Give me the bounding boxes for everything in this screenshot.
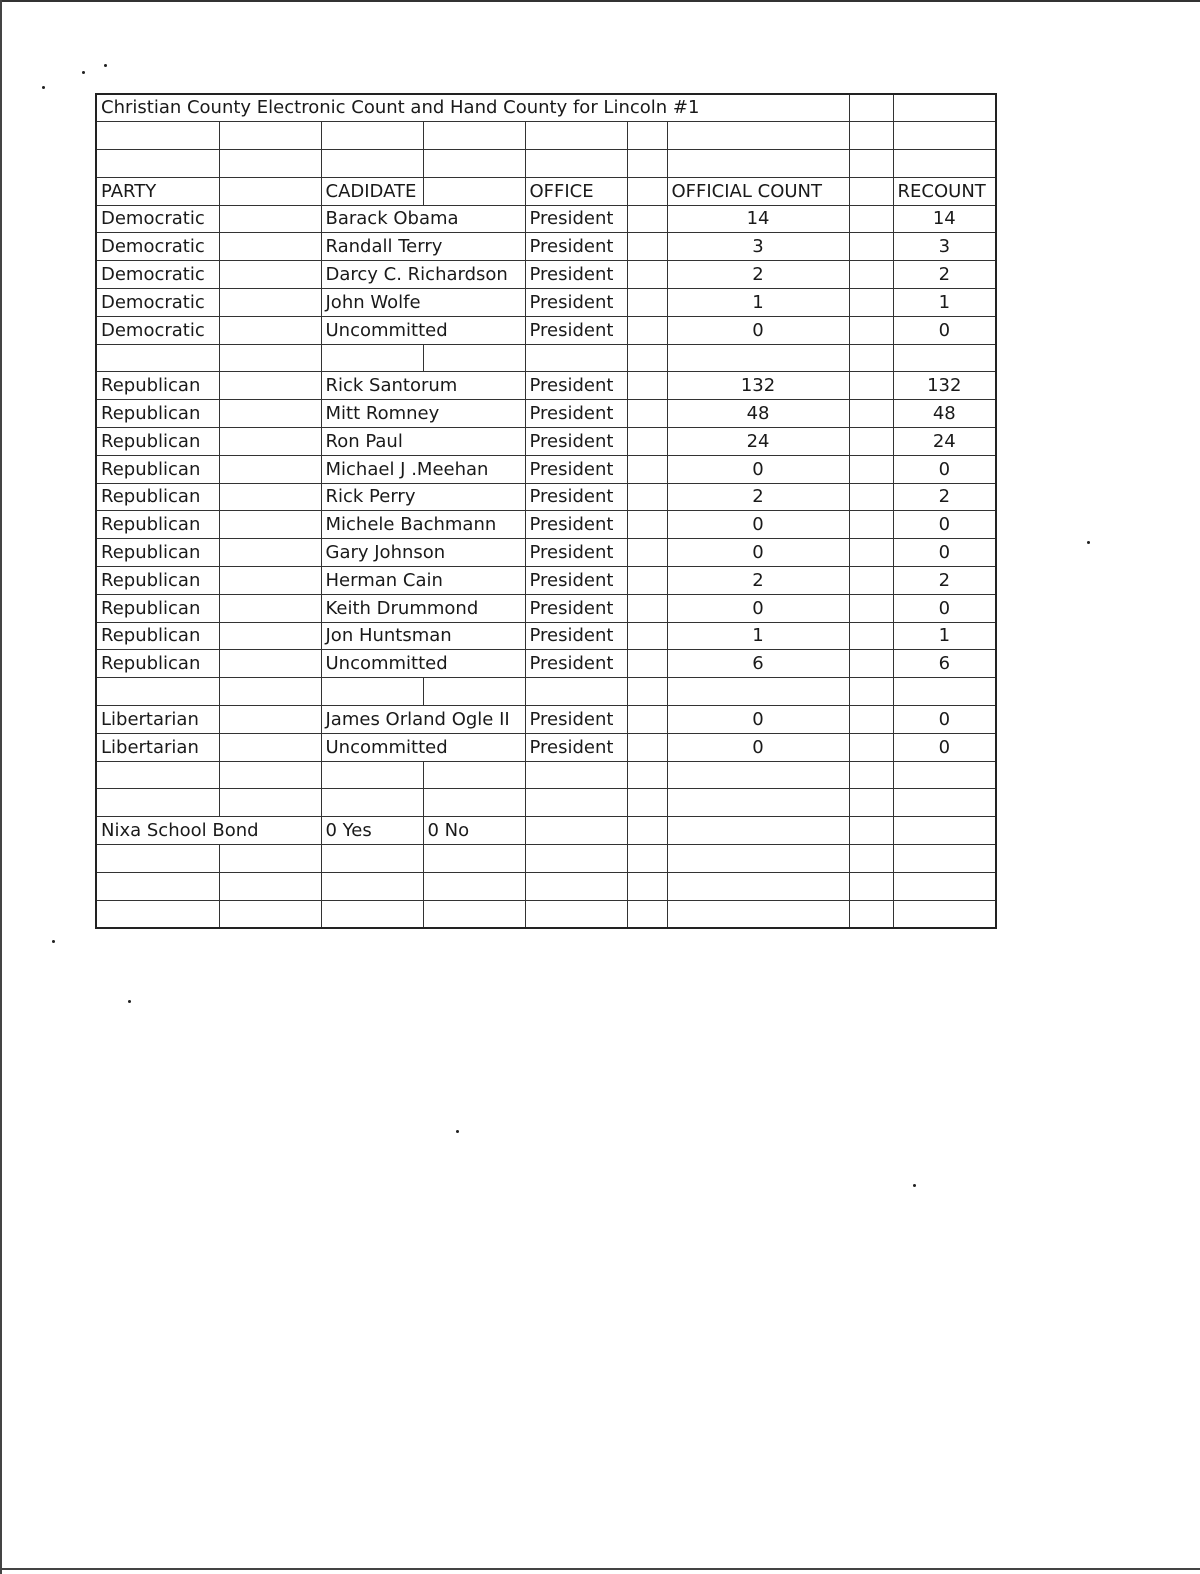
empty-cell [667, 789, 849, 817]
empty-cell [627, 900, 667, 928]
table-row [96, 261, 996, 289]
header-row [96, 177, 996, 205]
empty-cell [321, 900, 423, 928]
document-title: Christian County Electronic Count and Hand County for Lincoln #1 [96, 94, 849, 122]
office-cell: President [525, 733, 627, 761]
empty-cell [627, 845, 667, 873]
empty-cell [219, 789, 321, 817]
empty-cell [627, 678, 667, 706]
empty-cell [849, 594, 893, 622]
empty-cell [423, 678, 525, 706]
recount-cell: 1 [893, 622, 996, 650]
empty-cell [849, 761, 893, 789]
empty-cell [219, 150, 321, 178]
empty-cell [627, 261, 667, 289]
empty-cell [627, 400, 667, 428]
recount-cell: 0 [893, 733, 996, 761]
empty-cell [849, 900, 893, 928]
table-row [96, 733, 996, 761]
office-cell: President [525, 511, 627, 539]
table-row [96, 622, 996, 650]
empty-cell [96, 900, 219, 928]
official-count-cell: 48 [667, 400, 849, 428]
empty-cell [96, 845, 219, 873]
empty-cell [96, 761, 219, 789]
bond-row [96, 817, 996, 845]
candidate-cell: James Orland Ogle II [321, 706, 525, 734]
empty-cell [627, 344, 667, 372]
party-cell: Republican [96, 483, 219, 511]
empty-cell [219, 622, 321, 650]
official-count-cell: 0 [667, 316, 849, 344]
empty-cell [321, 344, 423, 372]
table-row [96, 539, 996, 567]
empty-cell [627, 483, 667, 511]
empty-cell [849, 511, 893, 539]
candidate-cell: Uncommitted [321, 316, 525, 344]
scan-speck [456, 1130, 459, 1133]
empty-cell [321, 872, 423, 900]
blank-row [96, 122, 996, 150]
recount-cell: 0 [893, 706, 996, 734]
empty-cell [219, 261, 321, 289]
blank-row [96, 845, 996, 873]
empty-cell [627, 511, 667, 539]
empty-cell [525, 122, 627, 150]
empty-cell [667, 761, 849, 789]
scan-edge-left [0, 0, 2, 1574]
empty-cell [423, 150, 525, 178]
empty-cell [849, 372, 893, 400]
empty-cell [96, 344, 219, 372]
empty-cell [849, 455, 893, 483]
empty-cell [849, 817, 893, 845]
empty-cell [849, 733, 893, 761]
table-row [96, 650, 996, 678]
official-count-cell: 24 [667, 428, 849, 456]
candidate-cell: Uncommitted [321, 733, 525, 761]
empty-cell [667, 900, 849, 928]
recount-cell: 1 [893, 289, 996, 317]
empty-cell [849, 150, 893, 178]
scan-speck [42, 86, 45, 89]
empty-cell [627, 150, 667, 178]
official-count-cell: 2 [667, 261, 849, 289]
empty-cell [96, 872, 219, 900]
empty-cell [627, 205, 667, 233]
table-row [96, 233, 996, 261]
office-cell: President [525, 706, 627, 734]
empty-cell [627, 650, 667, 678]
recount-cell: 132 [893, 372, 996, 400]
table-row [96, 483, 996, 511]
official-count-cell: 132 [667, 372, 849, 400]
recount-cell: 6 [893, 650, 996, 678]
official-count-cell: 0 [667, 455, 849, 483]
official-count-cell: 0 [667, 733, 849, 761]
party-cell: Democratic [96, 261, 219, 289]
empty-cell [219, 400, 321, 428]
office-cell: President [525, 567, 627, 595]
scan-speck [128, 1000, 131, 1003]
empty-cell [627, 289, 667, 317]
bond-yes: 0 Yes [321, 817, 423, 845]
official-count-cell: 0 [667, 511, 849, 539]
empty-cell [423, 845, 525, 873]
official-count-cell: 0 [667, 594, 849, 622]
empty-cell [321, 122, 423, 150]
scan-edge-bottom [0, 1568, 1200, 1570]
scan-speck [52, 940, 55, 943]
party-cell: Republican [96, 455, 219, 483]
empty-cell [627, 733, 667, 761]
party-cell: Republican [96, 400, 219, 428]
official-count-cell: 6 [667, 650, 849, 678]
empty-cell [219, 316, 321, 344]
empty-cell [627, 706, 667, 734]
empty-cell [96, 150, 219, 178]
empty-cell [627, 567, 667, 595]
empty-cell [423, 900, 525, 928]
candidate-cell: Barack Obama [321, 205, 525, 233]
office-cell: President [525, 650, 627, 678]
empty-cell [627, 177, 667, 205]
recount-cell: 24 [893, 428, 996, 456]
empty-cell [893, 872, 996, 900]
empty-cell [893, 94, 996, 122]
title-row [96, 94, 996, 122]
official-count-cell: 14 [667, 205, 849, 233]
header-recount: RECOUNT [893, 177, 996, 205]
empty-cell [849, 678, 893, 706]
empty-cell [627, 428, 667, 456]
empty-cell [893, 344, 996, 372]
empty-cell [219, 733, 321, 761]
empty-cell [893, 122, 996, 150]
official-count-cell: 1 [667, 622, 849, 650]
official-count-cell: 0 [667, 706, 849, 734]
empty-cell [525, 678, 627, 706]
empty-cell [849, 706, 893, 734]
empty-cell [219, 706, 321, 734]
empty-cell [219, 650, 321, 678]
office-cell: President [525, 622, 627, 650]
empty-cell [219, 455, 321, 483]
tally-table [95, 93, 997, 929]
empty-cell [667, 122, 849, 150]
empty-cell [849, 289, 893, 317]
empty-cell [893, 789, 996, 817]
empty-cell [423, 872, 525, 900]
empty-cell [627, 455, 667, 483]
empty-cell [849, 261, 893, 289]
empty-cell [219, 567, 321, 595]
empty-cell [96, 122, 219, 150]
empty-cell [423, 789, 525, 817]
empty-cell [849, 344, 893, 372]
empty-cell [849, 650, 893, 678]
header-party: PARTY [96, 177, 219, 205]
office-cell: President [525, 261, 627, 289]
empty-cell [423, 761, 525, 789]
empty-cell [849, 483, 893, 511]
candidate-cell: Rick Santorum [321, 372, 525, 400]
recount-cell: 48 [893, 400, 996, 428]
empty-cell [219, 872, 321, 900]
empty-cell [423, 122, 525, 150]
empty-cell [525, 845, 627, 873]
empty-cell [893, 678, 996, 706]
table-row [96, 428, 996, 456]
party-cell: Republican [96, 622, 219, 650]
candidate-cell: Randall Terry [321, 233, 525, 261]
scan-edge-top [0, 0, 1200, 6]
party-cell: Libertarian [96, 706, 219, 734]
blank-row [96, 678, 996, 706]
empty-cell [525, 900, 627, 928]
table-row [96, 205, 996, 233]
bond-label: Nixa School Bond [96, 817, 321, 845]
empty-cell [627, 622, 667, 650]
official-count-cell: 0 [667, 539, 849, 567]
empty-cell [219, 594, 321, 622]
candidate-cell: Keith Drummond [321, 594, 525, 622]
empty-cell [849, 233, 893, 261]
office-cell: President [525, 400, 627, 428]
candidate-cell: Rick Perry [321, 483, 525, 511]
official-count-cell: 3 [667, 233, 849, 261]
empty-cell [525, 344, 627, 372]
candidate-cell: Jon Huntsman [321, 622, 525, 650]
empty-cell [321, 150, 423, 178]
table-row [96, 289, 996, 317]
scan-speck [82, 71, 85, 74]
table-row [96, 567, 996, 595]
empty-cell [219, 205, 321, 233]
empty-cell [627, 122, 667, 150]
blank-row [96, 872, 996, 900]
empty-cell [525, 761, 627, 789]
bond-no: 0 No [423, 817, 525, 845]
empty-cell [219, 177, 321, 205]
party-cell: Libertarian [96, 733, 219, 761]
empty-cell [627, 316, 667, 344]
office-cell: President [525, 205, 627, 233]
empty-cell [893, 900, 996, 928]
empty-cell [849, 428, 893, 456]
empty-cell [627, 539, 667, 567]
empty-cell [219, 428, 321, 456]
table-row [96, 372, 996, 400]
empty-cell [525, 872, 627, 900]
empty-cell [849, 622, 893, 650]
empty-cell [96, 789, 219, 817]
empty-cell [96, 678, 219, 706]
recount-cell: 0 [893, 539, 996, 567]
empty-cell [849, 316, 893, 344]
office-cell: President [525, 594, 627, 622]
blank-row [96, 789, 996, 817]
blank-row [96, 150, 996, 178]
empty-cell [321, 761, 423, 789]
header-candidate: CADIDATE [321, 177, 423, 205]
empty-cell [627, 594, 667, 622]
tally-table-body [96, 94, 996, 928]
table-row [96, 455, 996, 483]
official-count-cell: 1 [667, 289, 849, 317]
office-cell: President [525, 455, 627, 483]
empty-cell [627, 761, 667, 789]
empty-cell [219, 678, 321, 706]
empty-cell [627, 233, 667, 261]
party-cell: Democratic [96, 289, 219, 317]
office-cell: President [525, 483, 627, 511]
empty-cell [893, 150, 996, 178]
party-cell: Republican [96, 650, 219, 678]
empty-cell [219, 483, 321, 511]
office-cell: President [525, 372, 627, 400]
recount-cell: 2 [893, 483, 996, 511]
party-cell: Republican [96, 372, 219, 400]
empty-cell [219, 289, 321, 317]
empty-cell [667, 872, 849, 900]
candidate-cell: John Wolfe [321, 289, 525, 317]
party-cell: Democratic [96, 205, 219, 233]
empty-cell [219, 122, 321, 150]
empty-cell [219, 344, 321, 372]
party-cell: Republican [96, 594, 219, 622]
candidate-cell: Mitt Romney [321, 400, 525, 428]
table-row [96, 706, 996, 734]
scan-speck [913, 1184, 916, 1187]
header-official-count: OFFICIAL COUNT [667, 177, 849, 205]
office-cell: President [525, 428, 627, 456]
party-cell: Republican [96, 539, 219, 567]
recount-cell: 14 [893, 205, 996, 233]
empty-cell [321, 789, 423, 817]
empty-cell [849, 845, 893, 873]
scan-speck [1087, 541, 1090, 544]
empty-cell [667, 678, 849, 706]
candidate-cell: Darcy C. Richardson [321, 261, 525, 289]
empty-cell [219, 511, 321, 539]
office-cell: President [525, 289, 627, 317]
empty-cell [219, 539, 321, 567]
party-cell: Republican [96, 567, 219, 595]
empty-cell [849, 872, 893, 900]
party-cell: Republican [96, 428, 219, 456]
scan-speck [104, 64, 107, 67]
empty-cell [627, 872, 667, 900]
recount-cell: 0 [893, 594, 996, 622]
party-cell: Democratic [96, 316, 219, 344]
empty-cell [667, 344, 849, 372]
official-count-cell: 2 [667, 483, 849, 511]
empty-cell [667, 845, 849, 873]
empty-cell [525, 150, 627, 178]
candidate-cell: Ron Paul [321, 428, 525, 456]
recount-cell: 2 [893, 567, 996, 595]
blank-row [96, 900, 996, 928]
office-cell: President [525, 233, 627, 261]
empty-cell [321, 678, 423, 706]
empty-cell [219, 845, 321, 873]
empty-cell [849, 94, 893, 122]
empty-cell [219, 761, 321, 789]
candidate-cell: Michele Bachmann [321, 511, 525, 539]
office-cell: President [525, 316, 627, 344]
empty-cell [423, 177, 525, 205]
candidate-cell: Gary Johnson [321, 539, 525, 567]
official-count-cell: 2 [667, 567, 849, 595]
recount-cell: 0 [893, 316, 996, 344]
recount-cell: 2 [893, 261, 996, 289]
empty-cell [525, 817, 627, 845]
office-cell: President [525, 539, 627, 567]
empty-cell [423, 344, 525, 372]
empty-cell [849, 177, 893, 205]
empty-cell [321, 845, 423, 873]
party-cell: Republican [96, 511, 219, 539]
table-row [96, 316, 996, 344]
recount-cell: 0 [893, 511, 996, 539]
empty-cell [627, 817, 667, 845]
candidate-cell: Herman Cain [321, 567, 525, 595]
table-row [96, 400, 996, 428]
empty-cell [893, 845, 996, 873]
recount-cell: 3 [893, 233, 996, 261]
table-row [96, 594, 996, 622]
empty-cell [667, 150, 849, 178]
empty-cell [219, 900, 321, 928]
candidate-cell: Michael J .Meehan [321, 455, 525, 483]
header-office: OFFICE [525, 177, 627, 205]
empty-cell [219, 372, 321, 400]
party-cell: Democratic [96, 233, 219, 261]
empty-cell [849, 122, 893, 150]
table-row [96, 511, 996, 539]
empty-cell [849, 789, 893, 817]
empty-cell [849, 205, 893, 233]
empty-cell [849, 400, 893, 428]
empty-cell [893, 761, 996, 789]
empty-cell [893, 817, 996, 845]
empty-cell [627, 372, 667, 400]
empty-cell [219, 233, 321, 261]
empty-cell [849, 539, 893, 567]
blank-row [96, 761, 996, 789]
empty-cell [525, 789, 627, 817]
empty-cell [667, 817, 849, 845]
blank-row [96, 344, 996, 372]
candidate-cell: Uncommitted [321, 650, 525, 678]
empty-cell [627, 789, 667, 817]
empty-cell [849, 567, 893, 595]
recount-cell: 0 [893, 455, 996, 483]
